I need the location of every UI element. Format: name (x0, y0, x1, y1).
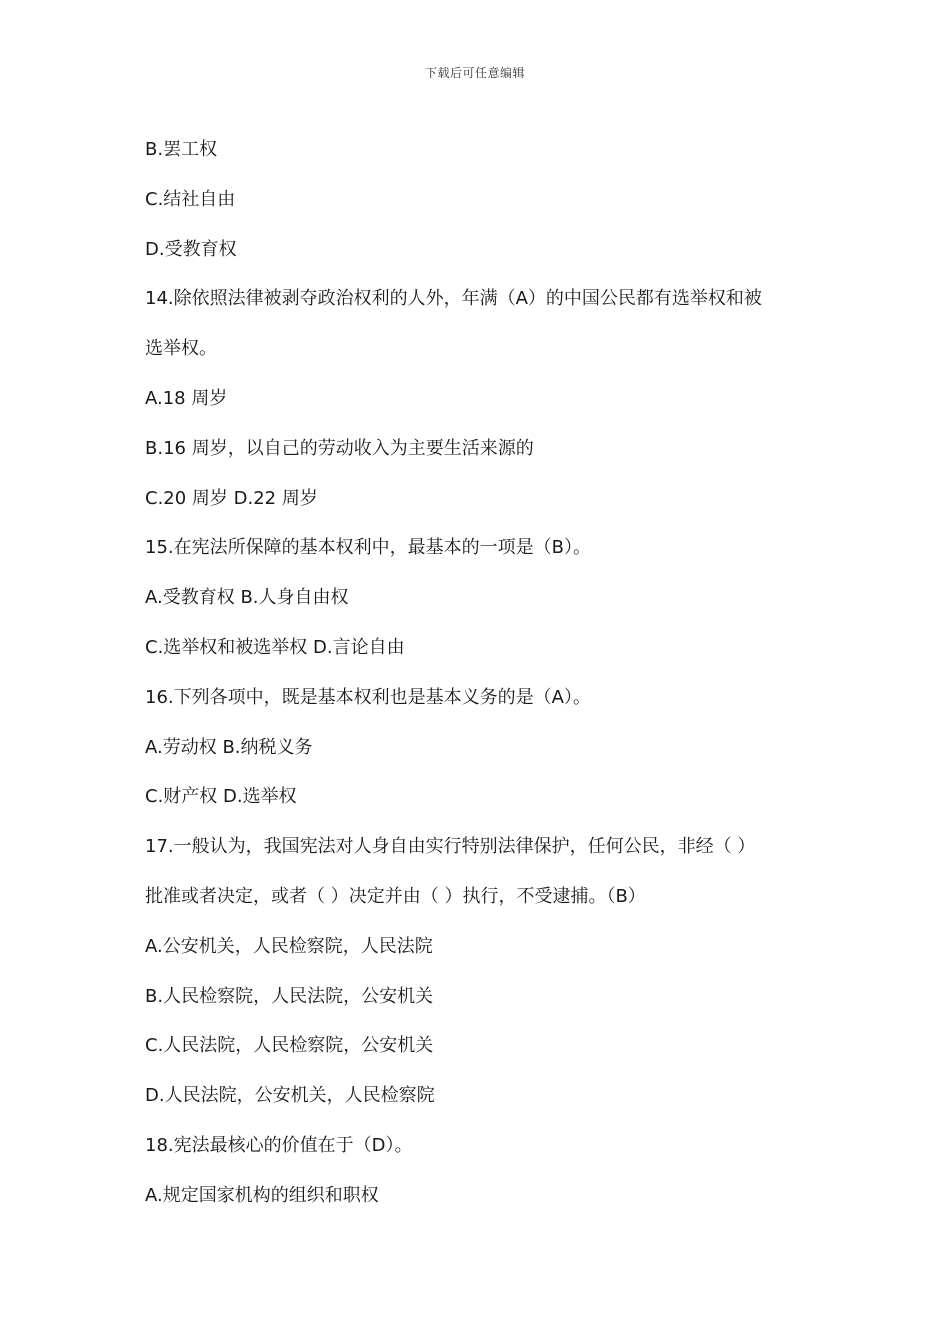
option-line: A.受教育权 B.人身自由权 (145, 587, 349, 609)
option-line: A.劳动权 B.纳税义务 (145, 736, 313, 758)
option-line: C.财产权 D.选举权 (145, 786, 297, 808)
option-line: A.18 周岁 (145, 387, 228, 409)
option-line: D.受教育权 (145, 238, 237, 260)
option-line: C.人民法院，人民检察院，公安机关 (145, 1035, 434, 1057)
question-line: 18.宪法最核心的价值在于（D）。 (145, 1134, 413, 1156)
option-line: B.人民检察院，人民法院，公安机关 (145, 985, 434, 1007)
option-line: C.20 周岁 D.22 周岁 (145, 487, 318, 509)
question-line: 批准或者决定，或者（ ）决定并由（ ）执行，不受逮捕。（B） (145, 885, 646, 907)
option-line: B.罢工权 (145, 139, 218, 160)
option-line: C.结社自由 (145, 188, 236, 210)
question-line: 17.一般认为，我国宪法对人身自由实行特别法律保护，任何公民，非经（ ） (145, 836, 756, 858)
option-line: A.规定国家机构的组织和职权 (145, 1184, 379, 1206)
option-line: B.16 周岁，以自己的劳动收入为主要生活来源的 (145, 437, 534, 459)
question-line: 14.除依照法律被剥夺政治权利的人外，年满（A）的中国公民都有选举权和被 (145, 288, 762, 310)
question-line: 选举权。 (145, 338, 217, 360)
option-line: A.公安机关，人民检察院，人民法院 (145, 935, 433, 957)
question-line: 16.下列各项中，既是基本权利也是基本义务的是（A）。 (145, 686, 591, 708)
header-note: 下载后可任意编辑 (424, 66, 525, 80)
option-line: C.选举权和被选举权 D.言论自由 (145, 636, 405, 658)
option-line: D.人民法院，公安机关，人民检察院 (145, 1085, 435, 1107)
question-line: 15.在宪法所保障的基本权利中，最基本的一项是（B）。 (145, 537, 591, 559)
document-body (145, 130, 825, 1226)
